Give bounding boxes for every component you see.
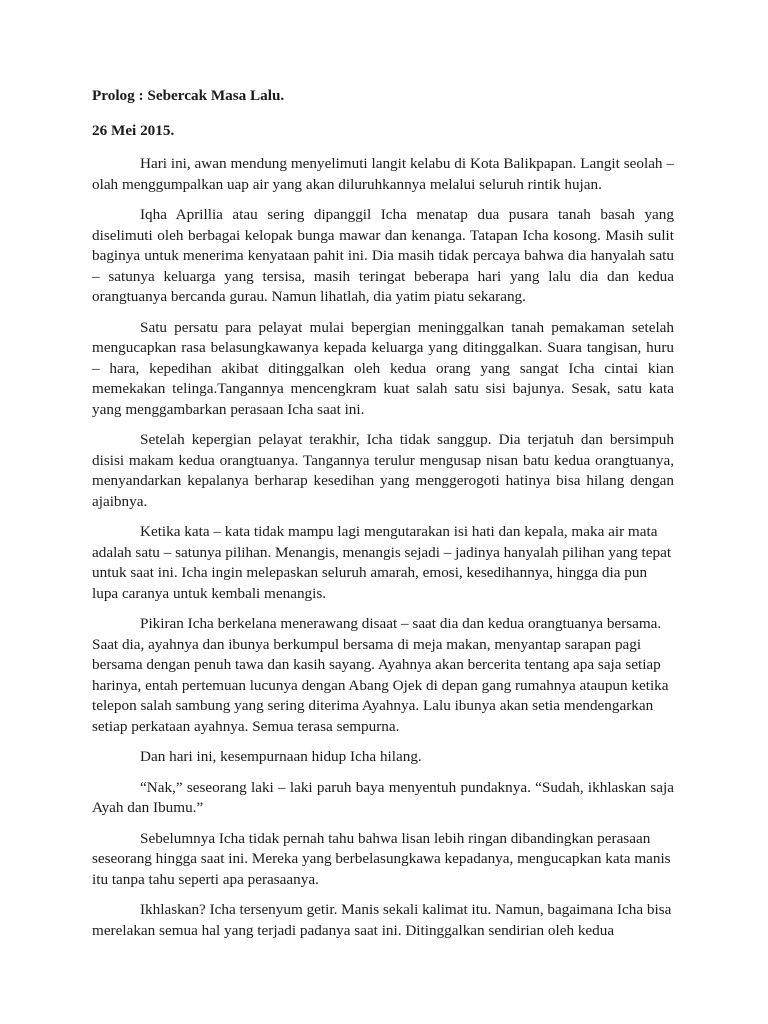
paragraph: Pikiran Icha berkelana menerawang disaat – saat dia dan kedua orangtuanya bersama. Saat dia, ayahnya dan ibunya berkumpul bersama di meja makan, menyantap sarapan pagi bersama dengan penuh tawa dan kasih sayang. Ayahnya akan bercerita tentang apa saja setiap harinya, entah pertemuan lucunya dengan Abang Ojek di depan gang rumahnya ataupun ketika telepon salah sambung yang sering diterima Ayahnya. Lalu ibunya akan setia mendengarkan setiap perkataan ayahnya. Semua terasa sempurna.: [92, 615, 669, 735]
chapter-title: Prolog : Sebercak Masa Lalu.: [92, 87, 285, 104]
paragraph: “Nak,” seseorang laki – laki paruh baya menyentuh pundaknya. “Sudah, ikhlaskan saja Ayah dan Ibumu.”: [92, 778, 674, 816]
chapter-date: 26 Mei 2015.: [92, 121, 175, 139]
paragraph: Ikhlaskan? Icha tersenyum getir. Manis sekali kalimat itu. Namun, bagaimana Icha bisa merelakan semua hal yang terjadi padanya saat ini. Ditinggalkan sendirian oleh kedua: [92, 901, 672, 939]
paragraph: Hari ini, awan mendung menyelimuti langit kelabu di Kota Balikpapan. Langit seolah – olah menggumpalkan uap air yang akan diluruhkannya melalui seluruh rintik hujan.: [92, 155, 674, 193]
paragraph: Sebelumnya Icha tidak pernah tahu bahwa lisan lebih ringan dibandingkan perasaan seseorang hingga saat ini. Mereka yang berbelasungkawa kepadanya, mengucapkan kata manis itu tanpa tahu seperti apa perasaanya.: [92, 829, 671, 888]
paragraph: Setelah kepergian pelayat terakhir, Icha tidak sanggup. Dia terjatuh dan bersimpuh disisi makam kedua orangtuanya. Tangannya terulur mengusap nisan batu kedua orangtuanya, menyandarkan kepalanya berharap kesedihan yang menggerogoti hatinya bisa hilang dengan ajaibnya.: [92, 431, 674, 510]
paragraph: Dan hari ini, kesempurnaan hidup Icha hilang.: [140, 748, 422, 765]
paragraph: Satu persatu para pelayat mulai bepergian meninggalkan tanah pemakaman setelah mengucapkan rasa belasungkawanya kepada keluarga yang ditinggalkan. Suara tangisan, huru – hara, kepedihan akibat ditinggalkan oleh kedua orang yang sangat Icha cintai kian memekakan telinga.Tangannya mencengkram kuat salah satu sisi bajunya. Sesak, satu kata yang menggambarkan perasaan Icha saat ini.: [92, 318, 674, 418]
paragraph: Iqha Aprillia atau sering dipanggil Icha menatap dua pusara tanah basah yang diselimuti oleh berbagai kelopak bunga mawar dan kenanga. Tatapan Icha kosong. Masih sulit baginya untuk menerima kenyataan pahit ini. Dia masih tidak percaya bahwa dia hanyalah satu – satunya keluarga yang tersisa, masih teringat beberapa hari yang lalu dia dan kedua orangtuanya bercanda gurau. Namun lihatlah, dia yatim piatu sekarang.: [92, 206, 674, 305]
paragraph: Ketika kata – kata tidak mampu lagi mengutarakan isi hati dan kepala, maka air mata adalah satu – satunya pilihan. Menangis, menangis sejadi – jadinya hanyalah pilihan yang tepat untuk saat ini. Icha ingin melepaskan seluruh amarah, emosi, kesedihannya, hingga dia pun lupa caranya untuk kembali menangis.: [92, 523, 672, 602]
